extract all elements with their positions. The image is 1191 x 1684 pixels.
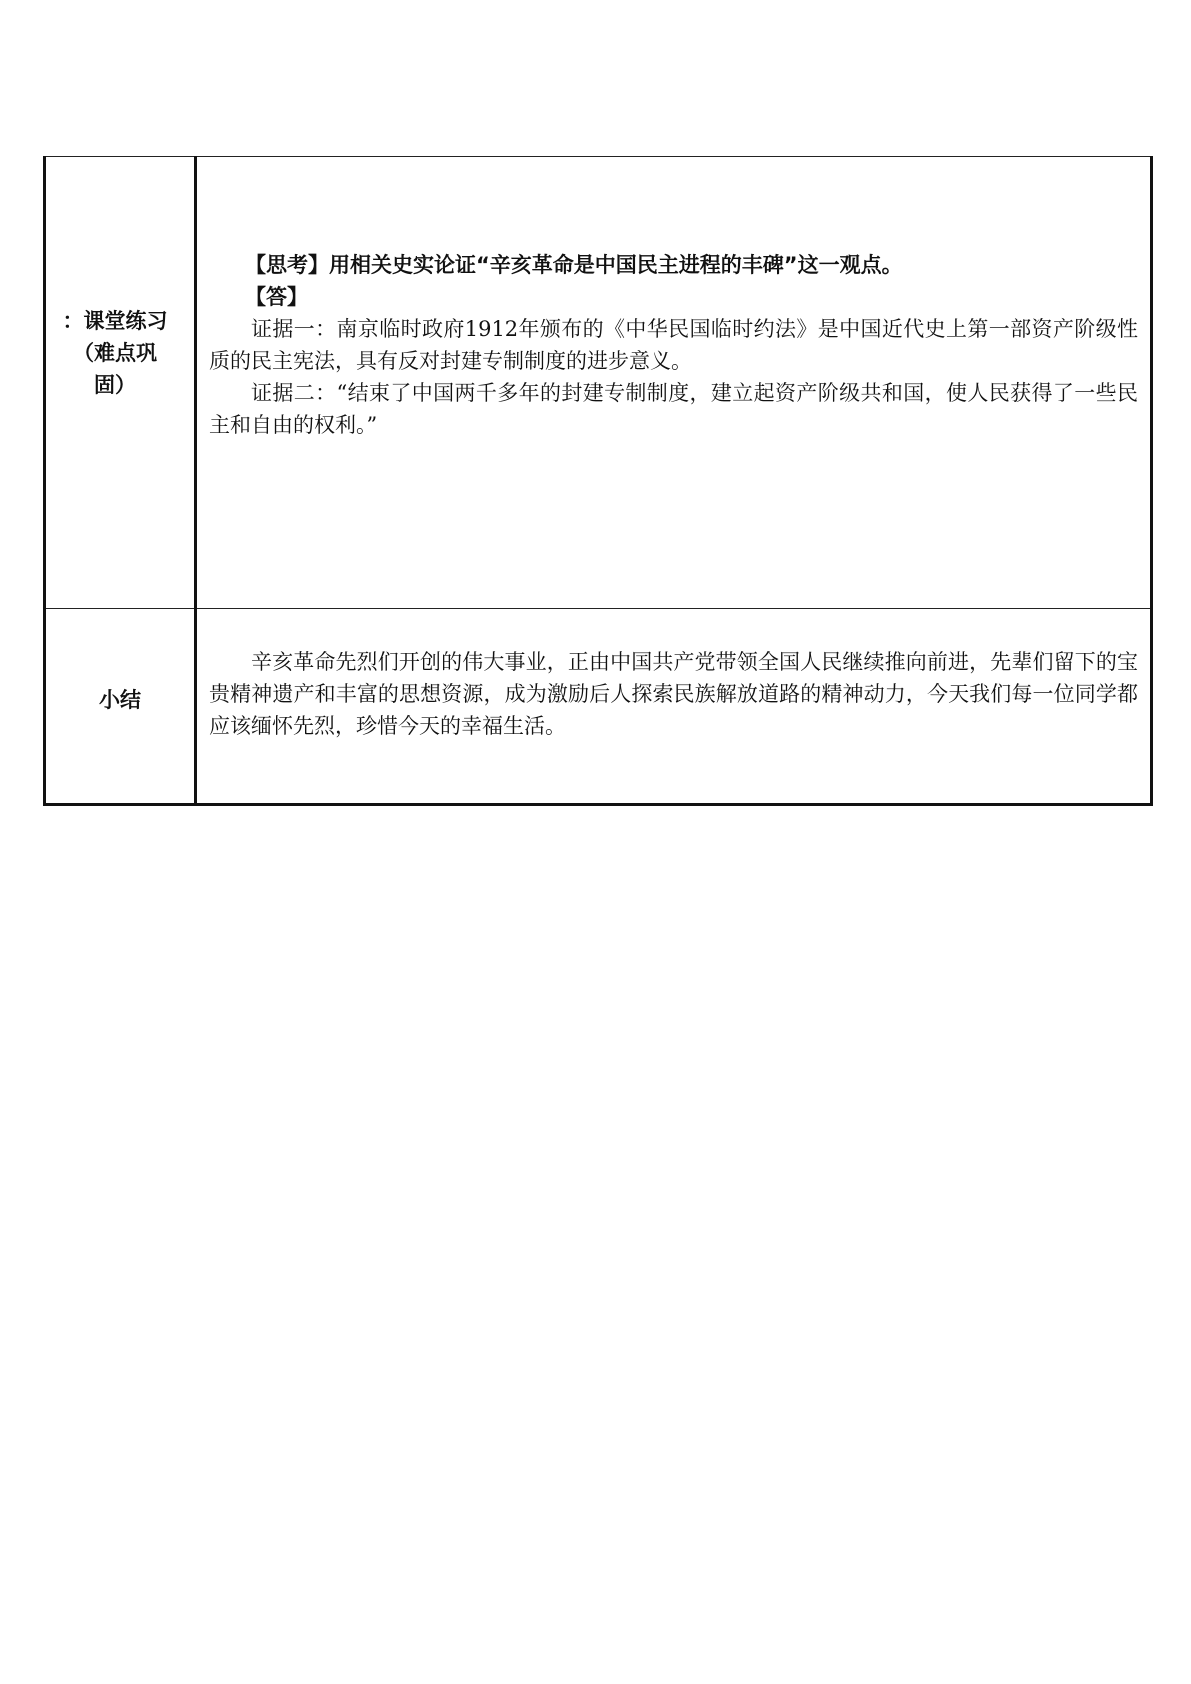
think-question: 【思考】用相关史实论证“辛亥革命是中国民主进程的丰碑”这一观点。 (245, 252, 903, 277)
answer-label: 【答】 (245, 284, 308, 309)
summary-body (209, 646, 1138, 742)
practice-row (45, 157, 1152, 609)
evidence-one: 证据一：南京临时政府1912年颁布的《中华民国临时约法》是中国近代史上第一部资产阶级性质的民主宪法，具有反对封建专制制度的进步意义。 (209, 316, 1138, 373)
lesson-table (43, 156, 1153, 806)
summary-label: 小结 (99, 688, 141, 712)
practice-label-line-3: 固） (94, 372, 136, 397)
evidence-two: 证据二：“结束了中国两千多年的封建专制制度，建立起资产阶级共和国，使人民获得了一些民主和自由的权利。” (209, 380, 1138, 437)
practice-content-cell (196, 157, 1152, 609)
practice-label-line-2: （难点巩 (73, 340, 157, 365)
summary-text: 辛亥革命先烈们开创的伟大事业，正由中国共产党带领全国人民继续推向前进，先辈们留下的宝贵精神遗产和丰富的思想资源，成为激励后人探索民族解放道路的精神动力，今天我们每一位同学都应该缅怀先烈，珍惜今天的幸福生活。 (209, 650, 1138, 738)
practice-label (46, 305, 194, 401)
practice-label-line-1: ：课堂练习 (62, 308, 168, 333)
summary-row (45, 609, 1152, 805)
practice-label-cell (45, 157, 196, 609)
practice-body (209, 249, 1138, 441)
summary-content-cell (196, 609, 1152, 805)
summary-label-cell (45, 609, 196, 805)
